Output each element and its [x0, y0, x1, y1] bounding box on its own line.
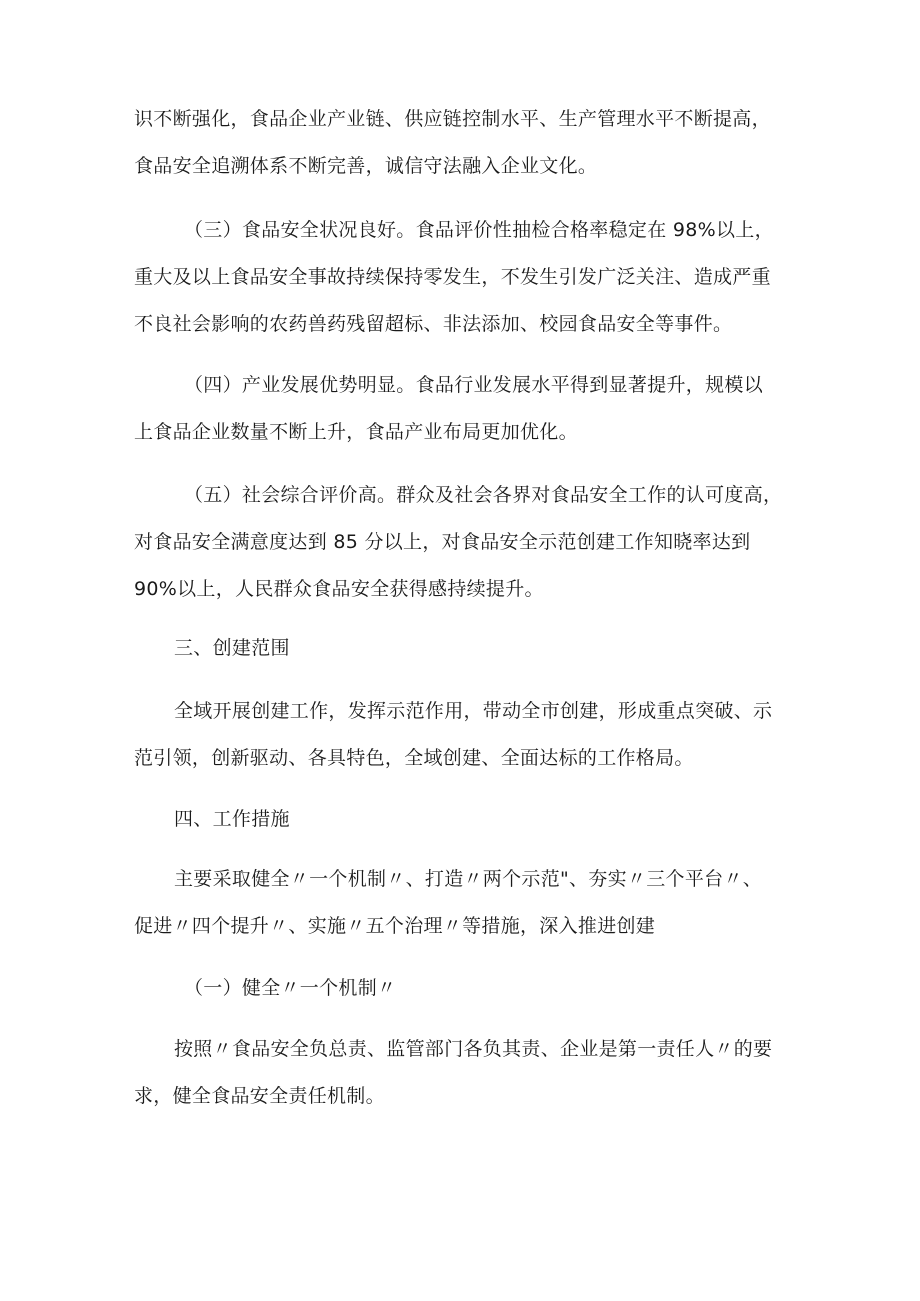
section-heading-work-measures: [134, 796, 814, 843]
paragraph-food-enterprise-responsibility: [134, 96, 814, 190]
text-line: 全域开展创建工作，发挥示范作用，带动全市创建，形成重点突破、示: [174, 700, 773, 722]
text-line: 促进〃四个提升〃、实施〃五个治理〃等措施，深入推进创建: [134, 915, 656, 937]
section-heading-creation-scope: [134, 625, 814, 672]
text-line: 重大及以上食品安全事故持续保持零发生，不发生引发广泛关注、造成严重: [134, 266, 771, 288]
text-line: 上食品企业数量不断上升，食品产业布局更加优化。: [134, 421, 578, 443]
paragraph-work-measures: [134, 856, 814, 950]
text-line: 90%以上，人民群众食品安全获得感持续提升。: [134, 578, 544, 600]
text-line: （四）产业发展优势明显。食品行业发展水平得到显著提升，规模以: [184, 374, 764, 396]
section-heading: 三、创建范围: [174, 637, 290, 659]
text-line: 不良社会影响的农药兽药残留超标、非法添加、校园食品安全等事件。: [134, 313, 733, 335]
paragraph-responsibility-mechanism: [134, 1026, 814, 1120]
text-line: （三）食品安全状况良好。食品评价性抽检合格率稳定在 98%以上，: [184, 219, 774, 241]
paragraph-creation-scope: [134, 688, 814, 782]
subsection-heading-one-mechanism: [134, 965, 814, 1012]
text-line: 求，健全食品安全责任机制。: [134, 1085, 385, 1107]
subsection-heading: （一）健全〃一个机制〃: [184, 977, 397, 999]
text-line: 对食品安全满意度达到 85 分以上，对食品安全示范创建工作知晓率达到: [134, 531, 751, 553]
text-line: （五）社会综合评价高。群众及社会各界对食品安全工作的认可度高，: [184, 484, 783, 506]
text-line: 识不断强化，食品企业产业链、供应链控制水平、生产管理水平不断提高，: [134, 108, 771, 130]
text-line: 食品安全追溯体系不断完善，诚信守法融入企业文化。: [134, 155, 598, 177]
paragraph-industry-development: [134, 362, 814, 456]
section-heading: 四、工作措施: [174, 808, 290, 830]
paragraph-food-safety-status: [134, 207, 814, 348]
paragraph-social-evaluation: [134, 472, 814, 613]
text-line: 范引领，创新驱动、各具特色，全域创建、全面达标的工作格局。: [134, 747, 694, 769]
text-line: 主要采取健全〃一个机制〃、打造〃两个示范"、夯实〃三个平台〃、: [174, 868, 763, 890]
text-line: 按照〃食品安全负总责、监管部门各负其责、企业是第一责任人〃的要: [174, 1038, 773, 1060]
